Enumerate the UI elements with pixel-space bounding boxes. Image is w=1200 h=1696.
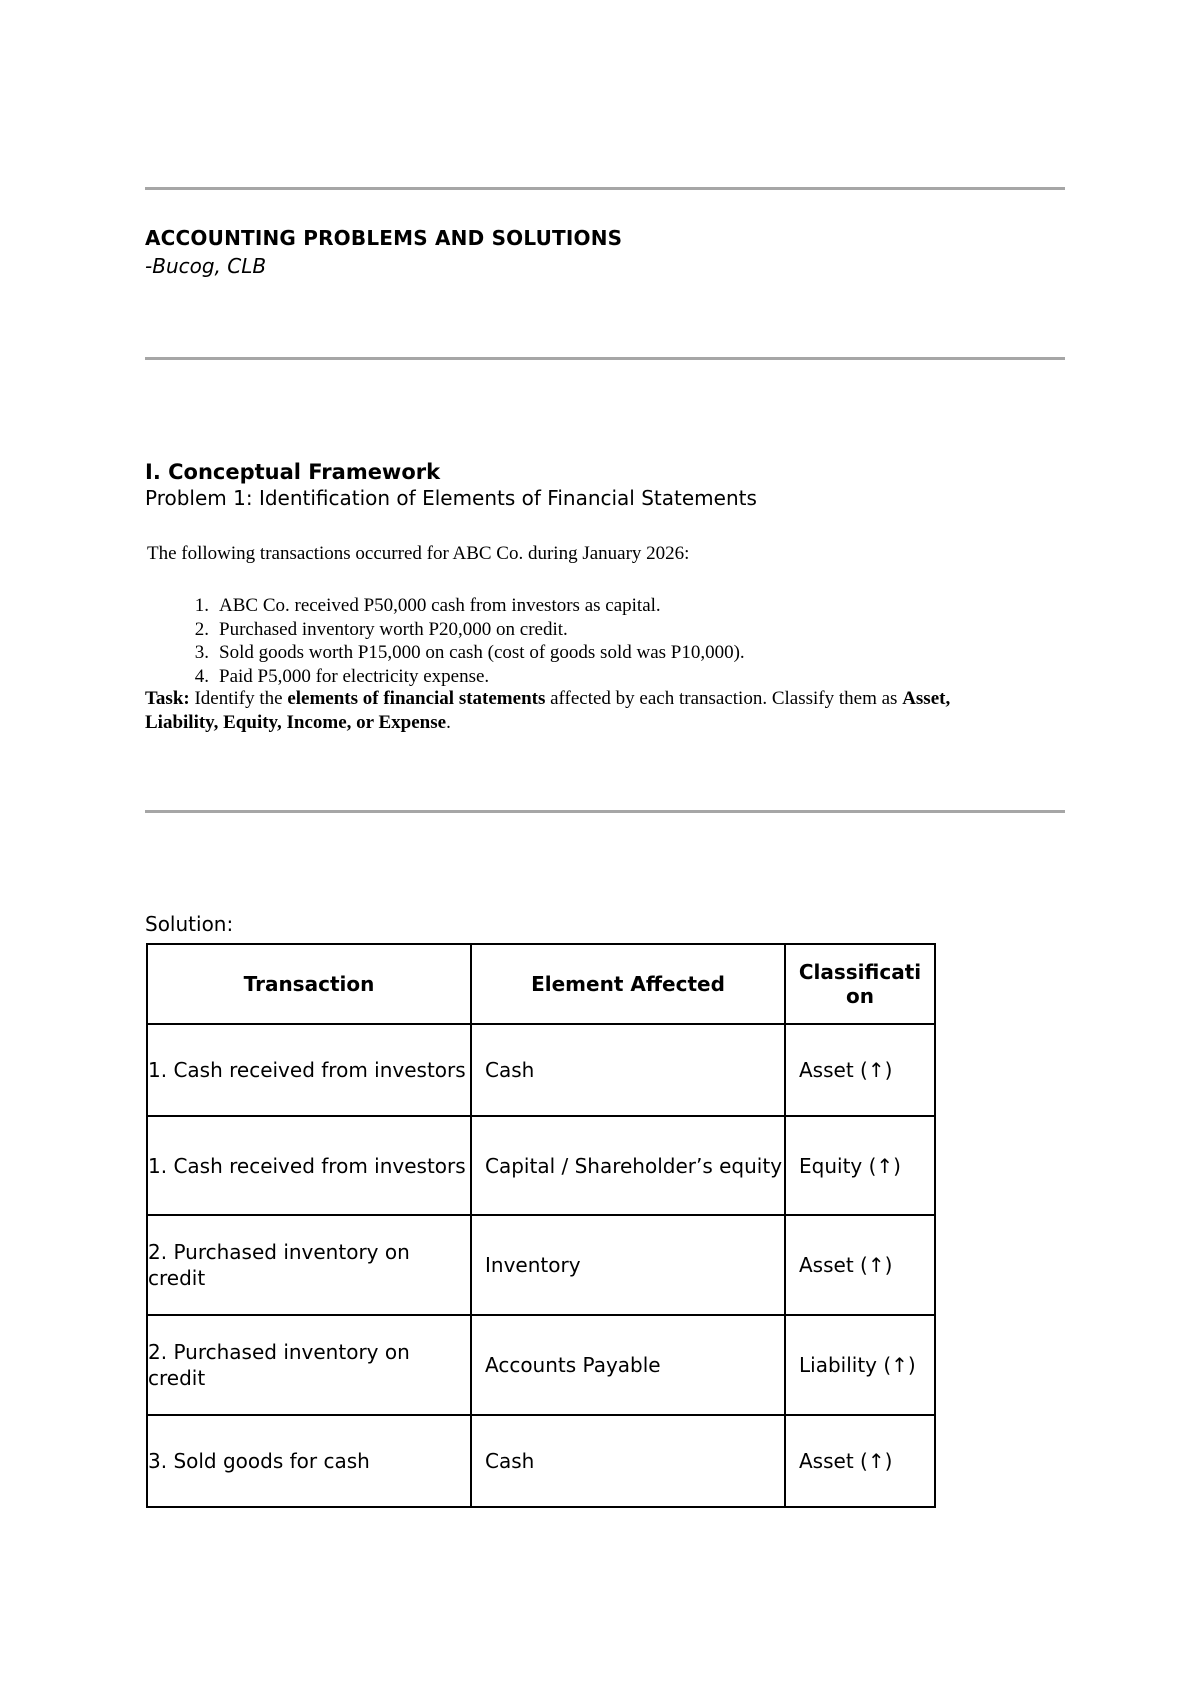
- task-instruction-cont: Liability, Equity, Income, or Expense.: [145, 712, 451, 733]
- problem-title: Problem 1: Identification of Elements of Financial Statements: [145, 486, 757, 510]
- list-item: 1. ABC Co. received P50,000 cash from investors as capital.: [194, 595, 661, 616]
- task-label: Task:: [145, 688, 190, 709]
- cell-element: Cash: [471, 1024, 785, 1116]
- task-instruction: Task: Identify the elements of financial statements affected by each transaction. Classify them as Asset,: [145, 688, 951, 709]
- cell-element: Capital / Shareholder’s equity: [471, 1116, 785, 1215]
- header-divider: [145, 357, 1065, 360]
- list-item: 3. Sold goods worth P15,000 on cash (cost of goods sold was P10,000).: [194, 642, 745, 663]
- cell-transaction: 2. Purchased inventory on credit: [147, 1315, 471, 1415]
- section-heading: I. Conceptual Framework: [145, 460, 441, 484]
- header-element: Element Affected: [471, 944, 785, 1024]
- top-divider: [145, 187, 1065, 190]
- table-row: [147, 1116, 935, 1215]
- solution-label: Solution:: [145, 912, 234, 936]
- table-row: [147, 1415, 935, 1507]
- list-item: 2. Purchased inventory worth P20,000 on credit.: [194, 618, 568, 640]
- cell-classification: Equity (↑): [785, 1116, 935, 1215]
- header-classification: Classificati on: [785, 944, 935, 1024]
- cell-transaction: 1. Cash received from investors: [147, 1116, 471, 1215]
- transaction-list: [187, 594, 745, 688]
- cell-element: Accounts Payable: [471, 1315, 785, 1415]
- cell-classification: Asset (↑): [785, 1215, 935, 1315]
- table-row: [147, 1215, 935, 1315]
- cell-transaction: 1. Cash received from investors: [147, 1024, 471, 1116]
- cell-classification: Asset (↑): [785, 1415, 935, 1507]
- cell-element: Inventory: [471, 1215, 785, 1315]
- cell-classification: Liability (↑): [785, 1315, 935, 1415]
- document-author: -Bucog, CLB: [145, 254, 267, 278]
- section-divider: [145, 810, 1065, 813]
- table-row: [147, 1024, 935, 1116]
- list-item: 4. Paid P5,000 for electricity expense.: [194, 665, 490, 687]
- cell-transaction: 3. Sold goods for cash: [147, 1415, 471, 1507]
- table-header-row: [147, 944, 935, 1024]
- cell-classification: Asset (↑): [785, 1024, 935, 1116]
- document-title: ACCOUNTING PROBLEMS AND SOLUTIONS: [145, 226, 623, 250]
- table-row: [147, 1315, 935, 1415]
- cell-element: Cash: [471, 1415, 785, 1507]
- solution-table: [146, 943, 936, 1508]
- header-transaction: Transaction: [147, 944, 471, 1024]
- intro-text: The following transactions occurred for ABC Co. during January 2026:: [147, 543, 690, 564]
- cell-transaction: 2. Purchased inventory on credit: [147, 1215, 471, 1315]
